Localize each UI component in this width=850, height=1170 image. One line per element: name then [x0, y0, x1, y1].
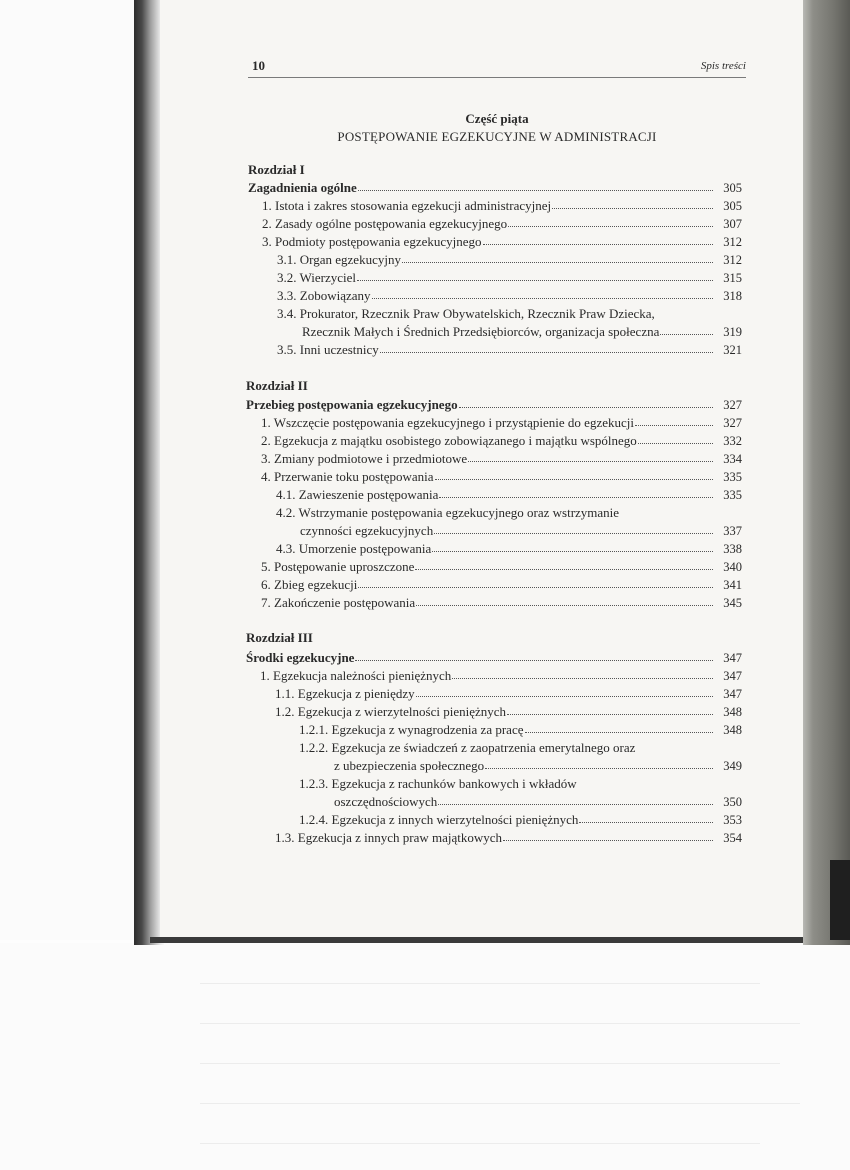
toc-entry-text: Rzecznik Małych i Średnich Przedsiębiorców, organizacja społeczna: [302, 324, 660, 339]
toc-entry-text: 1. Egzekucja należności pieniężnych: [260, 668, 452, 683]
toc-entry-text: 2. Zasady ogólne postępowania egzekucyjnego: [262, 216, 508, 231]
toc-entry: [277, 342, 742, 358]
toc-entry-text: 3.5. Inni uczestnicy: [277, 342, 379, 357]
toc-entry-text: Przebieg postępowania egzekucyjnego: [246, 397, 458, 412]
toc-entry: [302, 324, 742, 340]
header-rule: [248, 77, 746, 78]
toc-entry: [261, 577, 742, 593]
toc-page-number: 347: [723, 687, 742, 701]
toc-page-number: 332: [723, 434, 742, 448]
toc-page-number: 334: [723, 452, 742, 466]
adjacent-page-shadow: [830, 860, 850, 940]
toc-entry-text: Środki egzekucyjne: [246, 650, 355, 665]
toc-page-number: 307: [723, 217, 742, 231]
toc-chapter-entry: [246, 397, 742, 413]
toc-page-number: 312: [723, 235, 742, 249]
toc-entry: [277, 270, 742, 286]
toc-entry: [261, 415, 742, 431]
toc-page-number: 318: [723, 289, 742, 303]
toc-entry-text: 1.2.4. Egzekucja z innych wierzytelności pieniężnych: [299, 812, 579, 827]
toc-entry: [334, 758, 742, 774]
toc-entry: [299, 812, 742, 828]
toc-page-number: 341: [723, 578, 742, 592]
toc-entry-text: 3.1. Organ egzekucyjny: [277, 252, 401, 267]
page-header: [248, 58, 746, 78]
chapter-label: Rozdział III: [246, 630, 313, 645]
part-heading: [248, 110, 746, 146]
scanner-background-bottom: [0, 943, 850, 1170]
toc-entry-text: 7. Zakończenie postępowania: [261, 595, 416, 610]
page-bottom-edge: [150, 937, 805, 943]
adjacent-page-edge: [803, 0, 850, 945]
toc-entry-text-line1: 4.2. Wstrzymanie postępowania egzekucyjnego oraz wstrzymanie: [276, 505, 620, 520]
toc-page-number: 327: [723, 398, 742, 412]
toc-page-number: 327: [723, 416, 742, 430]
toc-page-number: 354: [723, 831, 742, 845]
toc-page-number: 347: [723, 669, 742, 683]
toc-page-number: 348: [723, 705, 742, 719]
page-number: 10: [252, 58, 265, 73]
toc-entry: [261, 559, 742, 575]
toc-entry-text: 4. Przerwanie toku postępowania: [261, 469, 434, 484]
toc-page-number: 312: [723, 253, 742, 267]
toc-page-number: 349: [723, 759, 742, 773]
toc-page-number: 305: [723, 181, 742, 195]
running-head: Spis treści: [700, 60, 746, 72]
toc-entry-text: 2. Egzekucja z majątku osobistego zobowiązanego i majątku wspólnego: [261, 433, 637, 448]
toc-entry: [262, 198, 742, 214]
toc-entry: [261, 433, 742, 449]
toc-entry-text: 1. Wszczęcie postępowania egzekucyjnego i przystąpienie do egzekucji: [261, 415, 634, 430]
toc-entry: [261, 595, 742, 611]
toc-entry-text: Zagadnienia ogólne: [248, 180, 357, 195]
toc-page-number: 319: [723, 325, 742, 339]
toc-entry: [262, 216, 742, 232]
toc-entry-text: 1. Istota i zakres stosowania egzekucji administracyjnej: [262, 198, 552, 213]
toc-entry-text: oszczędnościowych: [334, 794, 438, 809]
toc-entry: [261, 451, 742, 467]
toc-entry-text: 4.1. Zawieszenie postępowania: [276, 487, 439, 502]
toc-entry: [261, 469, 742, 485]
toc-page-number: 345: [723, 596, 742, 610]
toc-entry: [300, 523, 742, 539]
toc-chapter-entry: [246, 650, 742, 666]
toc-entry-text-line1: 3.4. Prokurator, Rzecznik Praw Obywatelskich, Rzecznik Praw Dziecka,: [277, 306, 655, 321]
toc-page-number: 335: [723, 470, 742, 484]
toc-chapter-entry: [248, 180, 742, 196]
toc-entry-text: 1.2.1. Egzekucja z wynagrodzenia za pracę: [299, 722, 524, 737]
chapter-label: Rozdział II: [246, 378, 308, 393]
toc-entry-text: 5. Postępowanie uproszczone: [261, 559, 415, 574]
toc-entry: [276, 541, 742, 557]
chapter-label: Rozdział I: [248, 162, 305, 177]
toc-entry: [275, 704, 742, 720]
part-title: POSTĘPOWANIE EGZEKUCYJNE W ADMINISTRACJI: [337, 129, 657, 144]
toc-entry-text: 3. Zmiany podmiotowe i przedmiotowe: [261, 451, 468, 466]
toc-entry: [277, 252, 742, 268]
toc-page-number: 315: [723, 271, 742, 285]
toc-page-number: 338: [723, 542, 742, 556]
toc-page-number: 353: [723, 813, 742, 827]
toc-page-number: 337: [723, 524, 742, 538]
toc-entry-text: czynności egzekucyjnych: [300, 523, 434, 538]
toc-page-number: 350: [723, 795, 742, 809]
toc-entry-text-line1: 1.2.2. Egzekucja ze świadczeń z zaopatrzenia emerytalnego oraz: [299, 740, 636, 755]
toc-entry: [334, 794, 742, 810]
toc-entry: [275, 830, 742, 846]
toc-entry: [276, 487, 742, 503]
toc-entry-text: 6. Zbieg egzekucji: [261, 577, 358, 592]
toc-entry: [299, 722, 742, 738]
toc-page-number: 340: [723, 560, 742, 574]
toc-entry: [260, 668, 742, 684]
toc-entry: [275, 686, 742, 702]
toc-entry-text: z ubezpieczenia społecznego: [334, 758, 485, 773]
toc-page-number: 305: [723, 199, 742, 213]
toc-page-number: 335: [723, 488, 742, 502]
toc-entry-text-line1: 1.2.3. Egzekucja z rachunków bankowych i wkładów: [299, 776, 577, 791]
toc-page-number: 348: [723, 723, 742, 737]
toc-entry-text: 3.2. Wierzyciel: [277, 270, 357, 285]
toc-entry-text: 1.1. Egzekucja z pieniędzy: [275, 686, 415, 701]
toc-page-number: 347: [723, 651, 742, 665]
toc-entry-text: 3. Podmioty postępowania egzekucyjnego: [262, 234, 482, 249]
toc-entry-text: 1.2. Egzekucja z wierzytelności pieniężnych: [275, 704, 507, 719]
toc-entry: [277, 288, 742, 304]
toc-entry-text: 1.3. Egzekucja z innych praw majątkowych: [275, 830, 503, 845]
part-label: Część piąta: [465, 111, 529, 126]
scanner-background-left: [0, 0, 136, 940]
toc-page-number: 321: [723, 343, 742, 357]
toc-entry-text: 3.3. Zobowiązany: [277, 288, 371, 303]
toc-entry: [262, 234, 742, 250]
toc-entry-text: 4.3. Umorzenie postępowania: [276, 541, 432, 556]
